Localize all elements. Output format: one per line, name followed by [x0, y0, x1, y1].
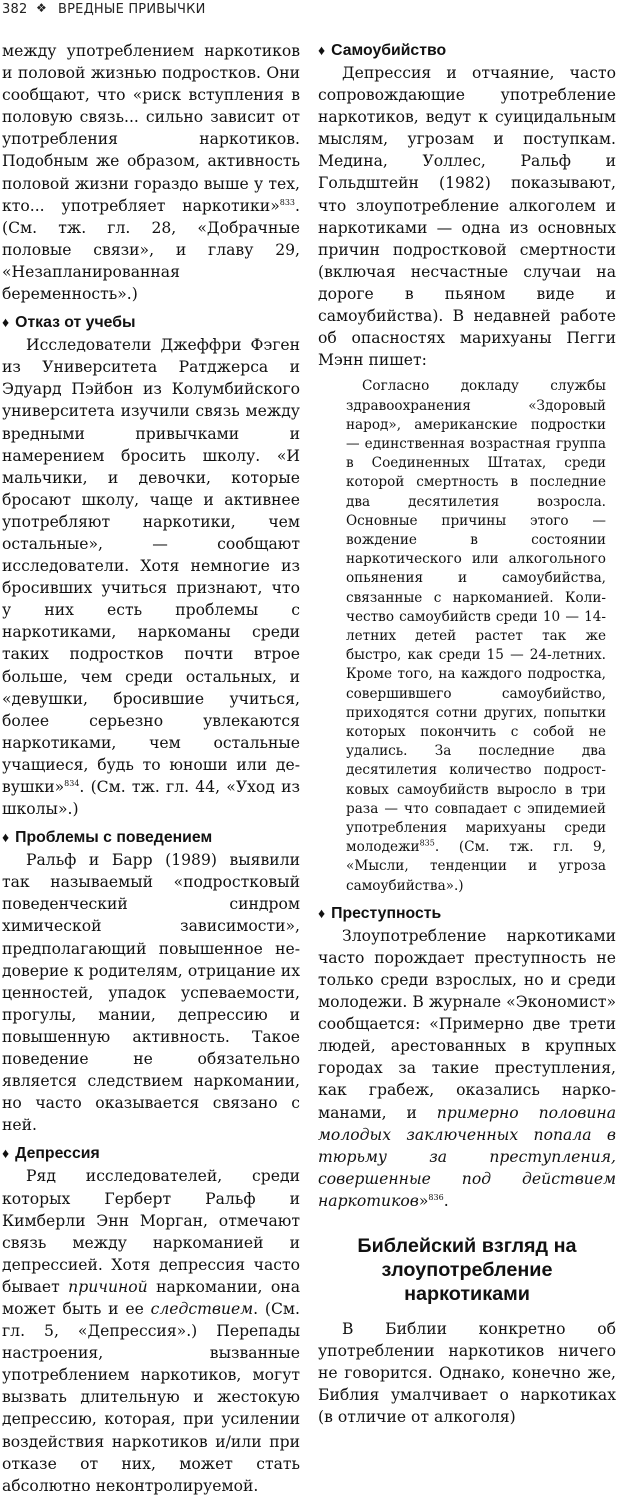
paragraph-behavior: Ральф и Барр (1989) выявили так называемый «подростковый поведенческий синдром химической зависимости», предполагающий повышенное недоверие к родителям, отрицание их ценностей, упадок успеваемости, прогулы, мании, депрессию и повышенную активность. Такое поведение не обязательно является следствием наркомании, но часто оказывается связано с ней.	[2, 851, 300, 1135]
subheading-school: ♦ Отказ от учебы	[2, 314, 136, 332]
page-header	[0, 0, 620, 22]
block-quote: Согласно докладу службы здравоохранения «Здоровый народ», американские подростки — единственная возрастная группа в Соединенных Штатах, среди которой смертность в последние два десятилетия возросла. Основные причины этого — вождение в состоянии наркотического или алкогольного опьянения и самоубийства, связанные с наркоманией. Количество самоубийств среди 10 — 14-летних детей растет так же быстро, как среди 15 — 24-летних. Кроме того, на каждого подростка, совершившего самоубийство, приходятся сотни других, попытки которых покончить с собой не удались. За последние два десятилетия количество подростковых самоубийств выросло в три раза — что совпадает с эпидемией употребления марихуаны среди молодежи$^{835}$. (См. тж. гл. 9, «Мысли, тенденции и угроза самоубийства».)	[346, 378, 606, 894]
footnote-ref: 835	[419, 838, 435, 848]
right-column	[318, 40, 616, 1428]
page-number: 382	[2, 2, 28, 17]
subheading-behavior: ♦ Проблемы с поведением	[2, 829, 213, 847]
diamond-bullet-icon: ♦	[2, 314, 10, 331]
diamond-separator-icon: ❖	[36, 1, 47, 15]
section-title: Библейский взгляд на злоупотребление наркотиками	[357, 1235, 577, 1306]
running-title: ВРЕДНЫЕ ПРИВЫЧКИ	[58, 2, 206, 17]
diamond-bullet-icon: ♦	[318, 42, 326, 58]
footnote-ref: 836	[428, 1192, 444, 1202]
paragraph-intro: между употреблением наркотиков и половой жизнью подростков. Они сообщают, что «риск вступления в половую связь... сильно зависит от употребления наркотиков. Подобным же образом, активность половой жизни гораздо выше у тех, кто... употребляет наркотики»$^{833}$. (См. тж. гл. 28, «Добрачные половые связи», и главу 29, «Незапланированная беременность».)	[2, 42, 300, 304]
diamond-bullet-icon: ♦	[2, 829, 10, 846]
paragraph-crime: Злоупотребление наркотиками часто порождает преступность не только среди взрослых, но и среди молодежи. В журнале «Экономист» сообщается: «Примерно две трети людей, арестованных в крупных городах за такие преступления, как грабеж, оказались наркоманами, и примерно половина молодых заключенных попала в тюрьму за преступления, совершенные под действием наркотиков»$^{836}$.	[318, 926, 616, 1210]
paragraph-school: Исследователи Джеффри Фэген из Университета Ратджерса и Эдуард Пэйбон из Колумбийского университета изучили связь между вредными привычками и намерением бросить школу. «И мальчики, и девочки, которые бросают школу, чаще и активнее употребляют наркотики, чем остальные», — сообщают исследователи. Хотя немногие из бросивших учиться признают, что у них есть проблемы с наркотиками, наркоманы среди таких подростков почти втрое больше, чем среди остальных, и «девушки, бросившие учиться, более серьезно увлекаются наркотиками, чем остальные учащиеся, будь то юноши или девушки»$^{834}$. (См. тж. гл. 44, «Уход из школы».)	[2, 336, 300, 819]
footnote-ref: 834	[64, 778, 80, 788]
subheading-crime: ♦ Преступность	[318, 904, 442, 922]
left-column	[2, 40, 300, 1497]
footnote-ref: 833	[279, 197, 296, 207]
subheading-suicide: ♦ Самоубийство	[318, 42, 447, 59]
paragraph-depression: Ряд исследователей, среди которых Герберт Ральф и Кимберли Энн Морган, отмечают связь между наркоманией и депрессией. Хотя депрессия часто бывает причиной наркомании, она может быть и ее следствием. (См. гл. 5, «Депрессия».) Перепады настроения, вызванные употреблением наркотиков, могут вызвать длительную и жестокую депрессию, которая, при усилении воздействия наркотиков и/или при отказе от них, может стать абсолютно неконтролируемой.	[2, 1167, 301, 1495]
paragraph-suicide: Депрессия и отчаяние, часто сопровождающие употребление наркотиков, ведут к суицидальным мыслям, угрозам и поступкам. Медина, Уоллес, Ральф и Гольдштейн (1982) показывают, что злоупотребление алкоголем и наркотиками — одна из основных причин подростковой смертности (включая несчастные случаи на дороге в пьяном виде и самоубийства). В недавней работе об опасностях марихуаны Пегги Мэнн пишет:	[318, 64, 616, 370]
diamond-bullet-icon: ♦	[318, 904, 326, 921]
subheading-depression: ♦ Депрессия	[2, 1145, 100, 1163]
paragraph-bible: В Библии конкретно об употреблении наркотиков ничего не говорится. Однако, конечно же, Библия умалчивает о наркотиках (в отличие от алкоголя)	[318, 1320, 616, 1427]
diamond-bullet-icon: ♦	[2, 1145, 10, 1162]
